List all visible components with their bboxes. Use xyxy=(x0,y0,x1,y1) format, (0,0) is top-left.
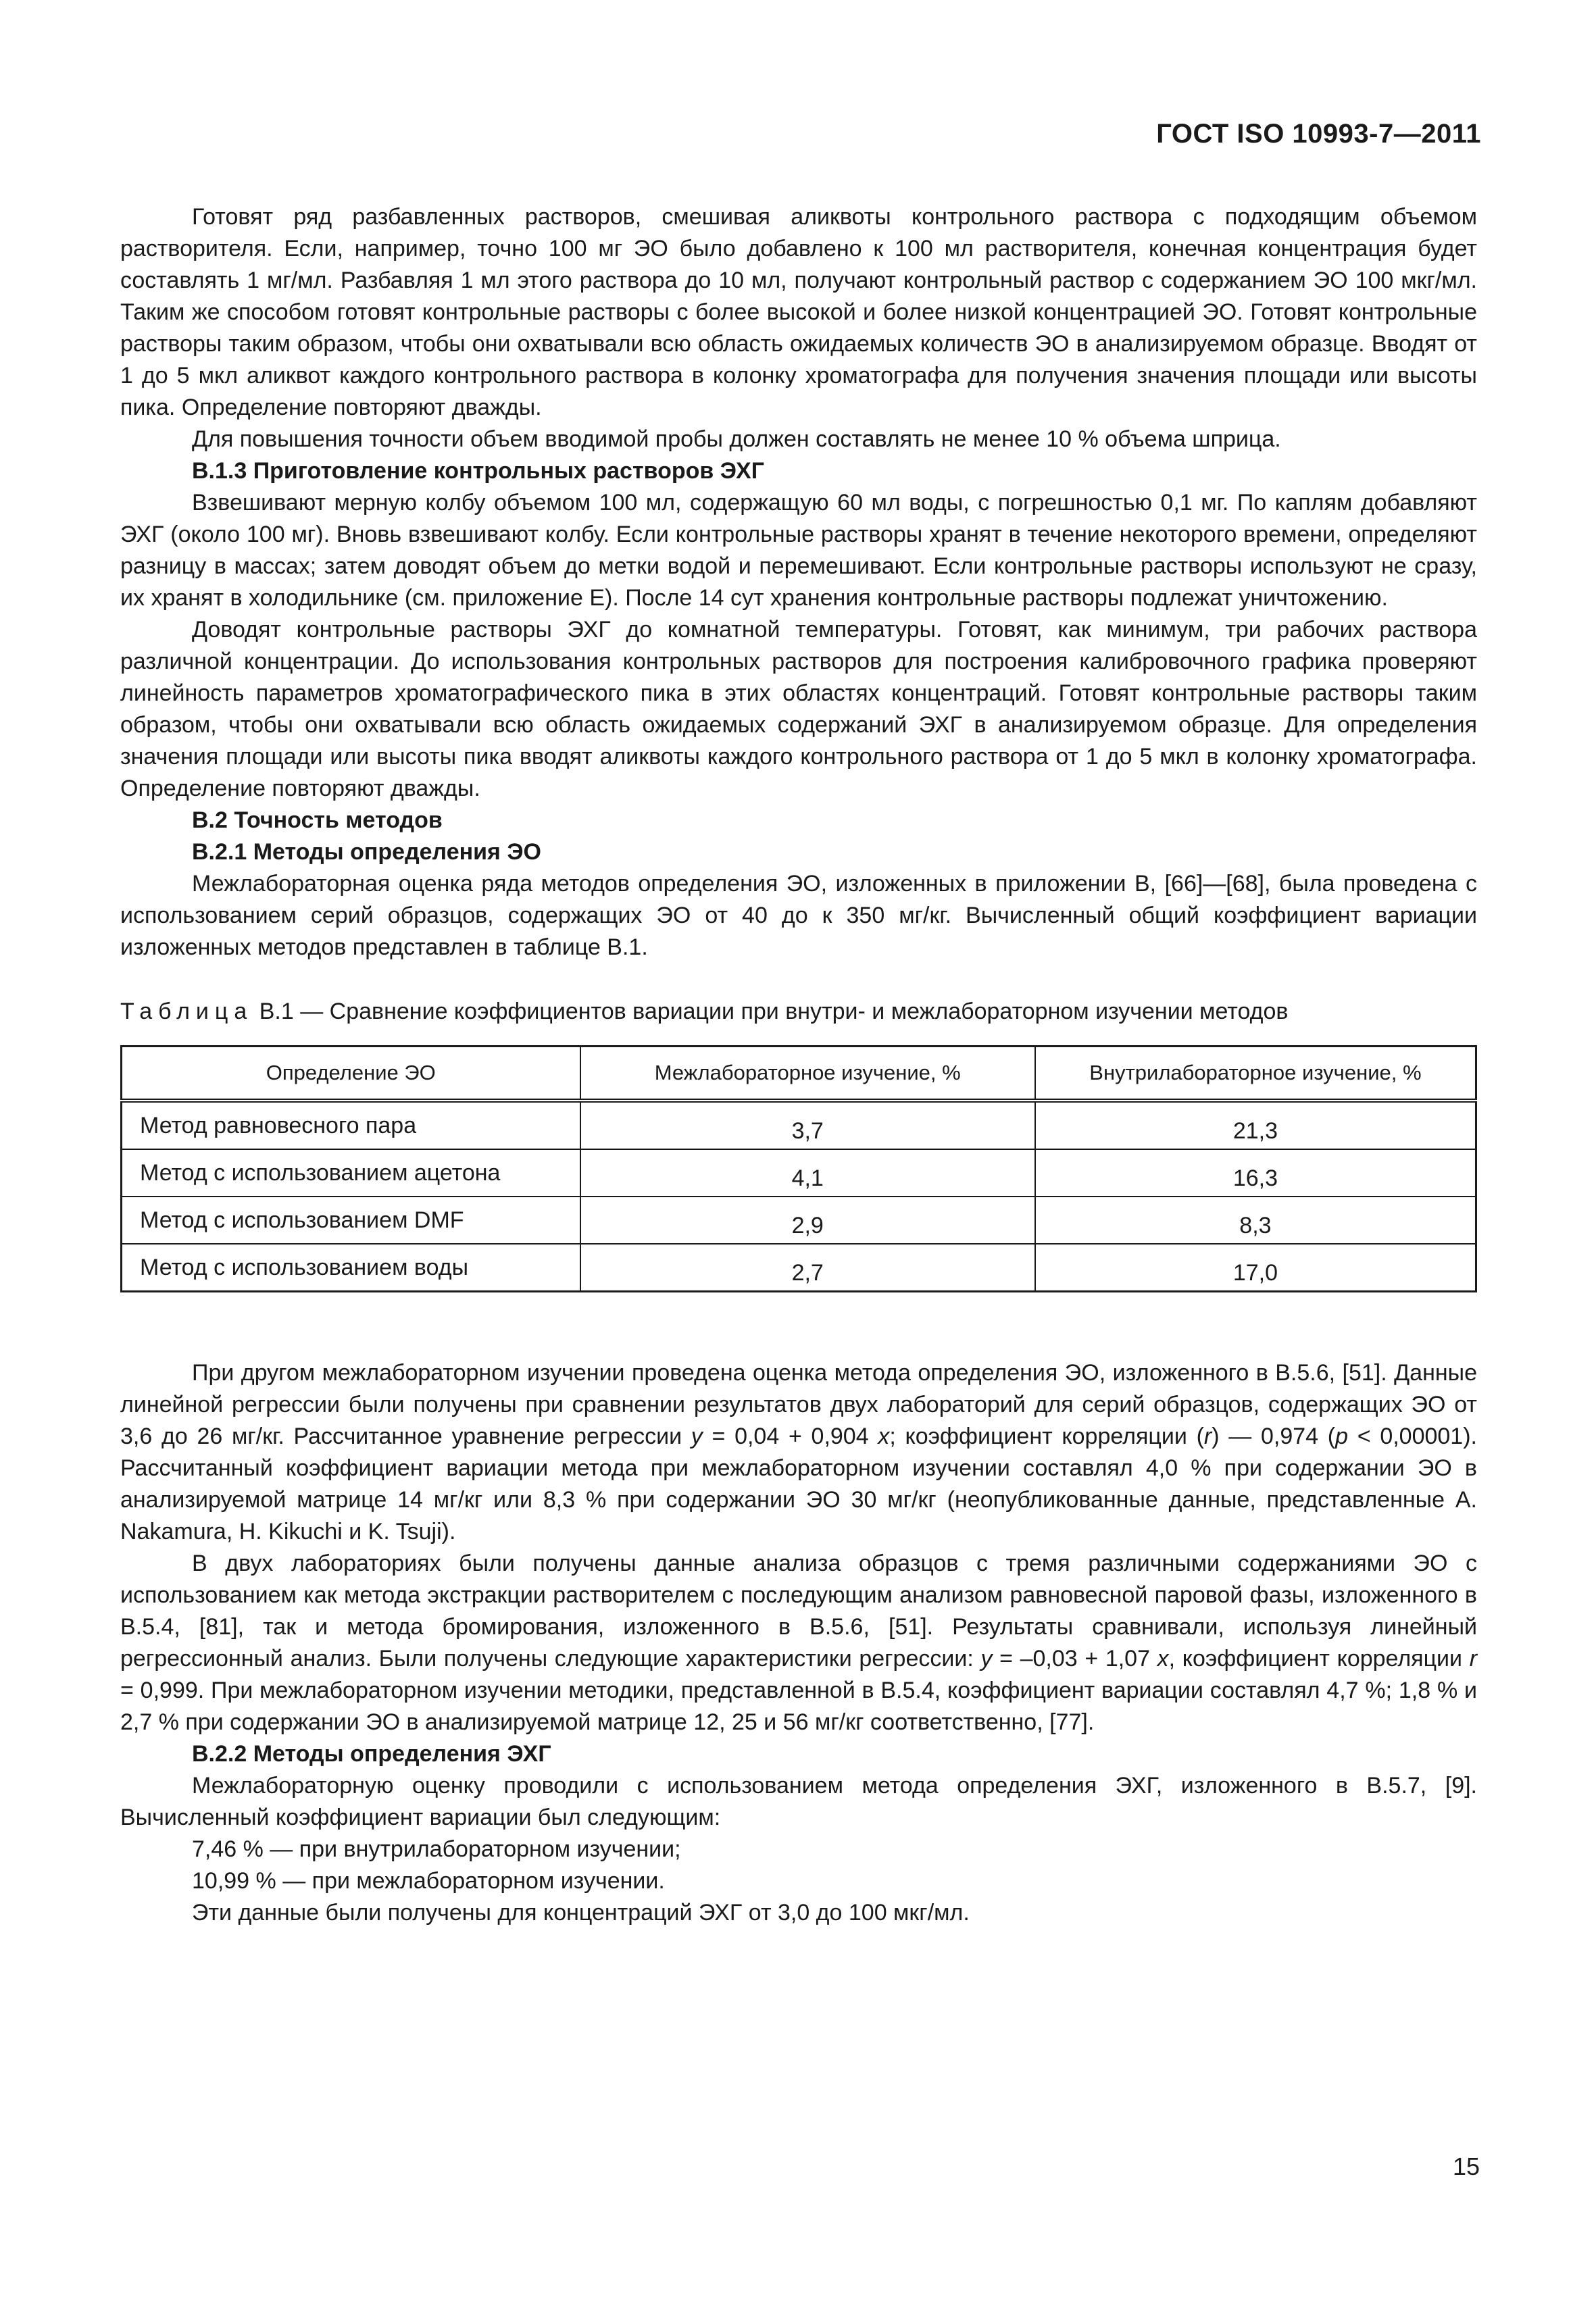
table-header-row xyxy=(122,1047,1476,1101)
document-body xyxy=(120,201,1477,1929)
text-run: = 0,04 + 0,904 xyxy=(702,1424,878,1449)
math-var: r xyxy=(1203,1424,1212,1449)
paragraph: Межлабораторную оценку проводили с использованием метода определения ЭХГ, изложенного в В.5.7, [9]. Вычисленный коэффициент вариации был следующим: xyxy=(120,1773,1477,1830)
math-var: x xyxy=(878,1424,890,1449)
paragraph: Доводят контрольные растворы ЭХГ до комнатной температуры. Готовят, как минимум, три рабочих раствора различной концентрации. До использования контрольных растворов для построения калибровочного графика проверяют линейность параметров хроматографического пика в этих областях концентраций. Готовят контрольные растворы таким образом, чтобы они охватывали всю область ожидаемых содержаний ЭХГ в анализируемом образце. Для определения значения площади или высоты пика вводят аликвоты каждого контрольного раствора от 1 до 5 мкл в колонку хроматографа. Определение повторяют дважды. xyxy=(120,617,1477,801)
table-cell: 3,7 xyxy=(580,1101,1035,1149)
section-heading-b22: В.2.2 Методы определения ЭХГ xyxy=(192,1741,551,1767)
table-cell: 16,3 xyxy=(1035,1149,1476,1197)
paragraph: Взвешивают мерную колбу объемом 100 мл, содержащую 60 мл воды, с погрешностью 0,1 мг. По каплям добавляют ЭХГ (около 100 мг). Вновь взвешивают колбу. Если контрольные растворы хранят в течение некоторого времени, определяют разницу в массах; затем доводят объем до метки водой и перемешивают. Если контрольные растворы используют не сразу, их хранят в холодильнике (см. приложение Е). После 14 сут хранения контрольные растворы подлежат уничтожению. xyxy=(120,490,1477,611)
paragraph: Готовят ряд разбавленных растворов, смешивая аликвоты контрольного раствора с подходящим объемом растворителя. Если, например, точно 100 мг ЭО было добавлено к 100 мл растворителя, конечная концентрация будет составлять 1 мг/мл. Разбавляя 1 мл этого раствора до 10 мл, получают контрольный раствор с содержанием ЭО 100 мкг/мл. Таким же способом готовят контрольные растворы с более высокой и более низкой концентрацией ЭО. Готовят контрольные растворы таким образом, чтобы они охватывали всю область ожидаемых количеств ЭО в анализируемом образце. Вводят от 1 до 5 мкл аликвот каждого контрольного раствора в колонку хроматографа для получения значения площади или высоты пика. Определение повторяют дважды. xyxy=(120,204,1477,420)
table-cell: Метод равновесного пара xyxy=(122,1101,580,1149)
text-run: При другом межлабораторном изучении проведена оценка метода определения ЭО, изложенного в В.5.6, [51]. Данные линейной регрессии были получены при сравнении результатов двух лабораторий для серий образцов, содержащих ЭО от 3,6 до 26 мг/кг. Рассчитанное уравнение регрессии xyxy=(120,1360,1477,1449)
table-cell: Метод с использованием воды xyxy=(122,1244,580,1292)
table-row xyxy=(122,1244,1476,1292)
column-header: Межлабораторное изучение, % xyxy=(580,1047,1035,1101)
table-caption xyxy=(120,996,1477,1028)
text-run: В двух лабораториях были получены данные анализа образцов с тремя различными содержаниями ЭО с использованием как метода экстракции растворителем с последующим анализом равновесной паровой фазы, изложенного в В.5.4, [81], так и метода бромирования, изложенного в В.5.6, [51]. Результаты сравнивали, используя линейный регрессионный анализ. Были получены следующие характеристики регрессии: xyxy=(120,1551,1477,1671)
table-row xyxy=(122,1149,1476,1197)
math-var: y xyxy=(980,1646,993,1671)
column-header: Внутрилабораторное изучение, % xyxy=(1035,1047,1476,1101)
page-number: 15 xyxy=(1452,2153,1480,2180)
paragraph xyxy=(120,1357,1477,1548)
paragraph: Эти данные были получены для концентраций ЭХГ от 3,0 до 100 мкг/мл. xyxy=(192,1900,970,1926)
table-caption-text: В.1 — Сравнение коэффициентов вариации при внутри- и межлабораторном изучении методов xyxy=(253,999,1289,1024)
table-cell: 17,0 xyxy=(1035,1244,1476,1292)
section-heading-b21: В.2.1 Методы определения ЭО xyxy=(192,839,541,865)
text-run: < 0,00001). Рассчитанный коэффициент вариации метода при межлабораторном изучении составлял 4,0 % при содержании ЭО в анализируемой матрице 14 мг/кг или 8,3 % при содержании ЭО 30 мг/кг (неопубликованные данные, представленные A. Nakamura, H. Kikuchi и K. Tsuji). xyxy=(120,1424,1477,1544)
table-row xyxy=(122,1197,1476,1244)
table-cell: 4,1 xyxy=(580,1149,1035,1197)
document-id-header: ГОСТ ISO 10993-7—2011 xyxy=(1156,119,1481,149)
variation-table xyxy=(120,1045,1477,1292)
table-caption-label: Таблица xyxy=(120,999,253,1024)
math-var: y xyxy=(691,1424,703,1449)
math-var: p xyxy=(1335,1424,1349,1449)
paragraph: Для повышения точности объем вводимой пробы должен составлять не менее 10 % объема шприца. xyxy=(192,426,1281,452)
paragraph: Межлабораторная оценка ряда методов определения ЭО, изложенных в приложении В, [66]—[68], была проведена с использованием серий образцов, содержащих ЭО от 40 до к 350 мг/кг. Вычисленный общий коэффициент вариации изложенных методов представлен в таблице В.1. xyxy=(120,871,1477,960)
text-run: = 0,999. При межлабораторном изучении методики, представленной в В.5.4, коэффициент вариации составлял 4,7 %; 1,8 % и 2,7 % при содержании ЭО в анализируемой матрице 12, 25 и 56 мг/кг соответственно, [77]. xyxy=(120,1678,1477,1735)
list-item: 7,46 % — при внутрилабораторном изучении; xyxy=(192,1836,681,1862)
table-cell: 2,7 xyxy=(580,1244,1035,1292)
table-cell: 8,3 xyxy=(1035,1197,1476,1244)
paragraph xyxy=(120,1548,1477,1738)
table-row xyxy=(122,1101,1476,1149)
section-heading-b13: В.1.3 Приготовление контрольных растворов ЭХГ xyxy=(192,458,765,484)
math-var: r xyxy=(1469,1646,1478,1671)
math-var: x xyxy=(1157,1646,1169,1671)
text-run: = –0,03 + 1,07 xyxy=(992,1646,1157,1671)
list-item: 10,99 % — при межлабораторном изучении. xyxy=(192,1868,665,1894)
text-run: , коэффициент корреляции xyxy=(1168,1646,1470,1671)
text-run: ) — 0,974 ( xyxy=(1212,1424,1336,1449)
table-cell: 21,3 xyxy=(1035,1101,1476,1149)
table-cell: Метод с использованием DMF xyxy=(122,1197,580,1244)
section-heading-b2: В.2 Точность методов xyxy=(192,807,443,833)
table-cell: Метод с использованием ацетона xyxy=(122,1149,580,1197)
table-cell: 2,9 xyxy=(580,1197,1035,1244)
column-header: Определение ЭО xyxy=(122,1047,580,1101)
text-run: ; коэффициент корреляции ( xyxy=(889,1424,1204,1449)
